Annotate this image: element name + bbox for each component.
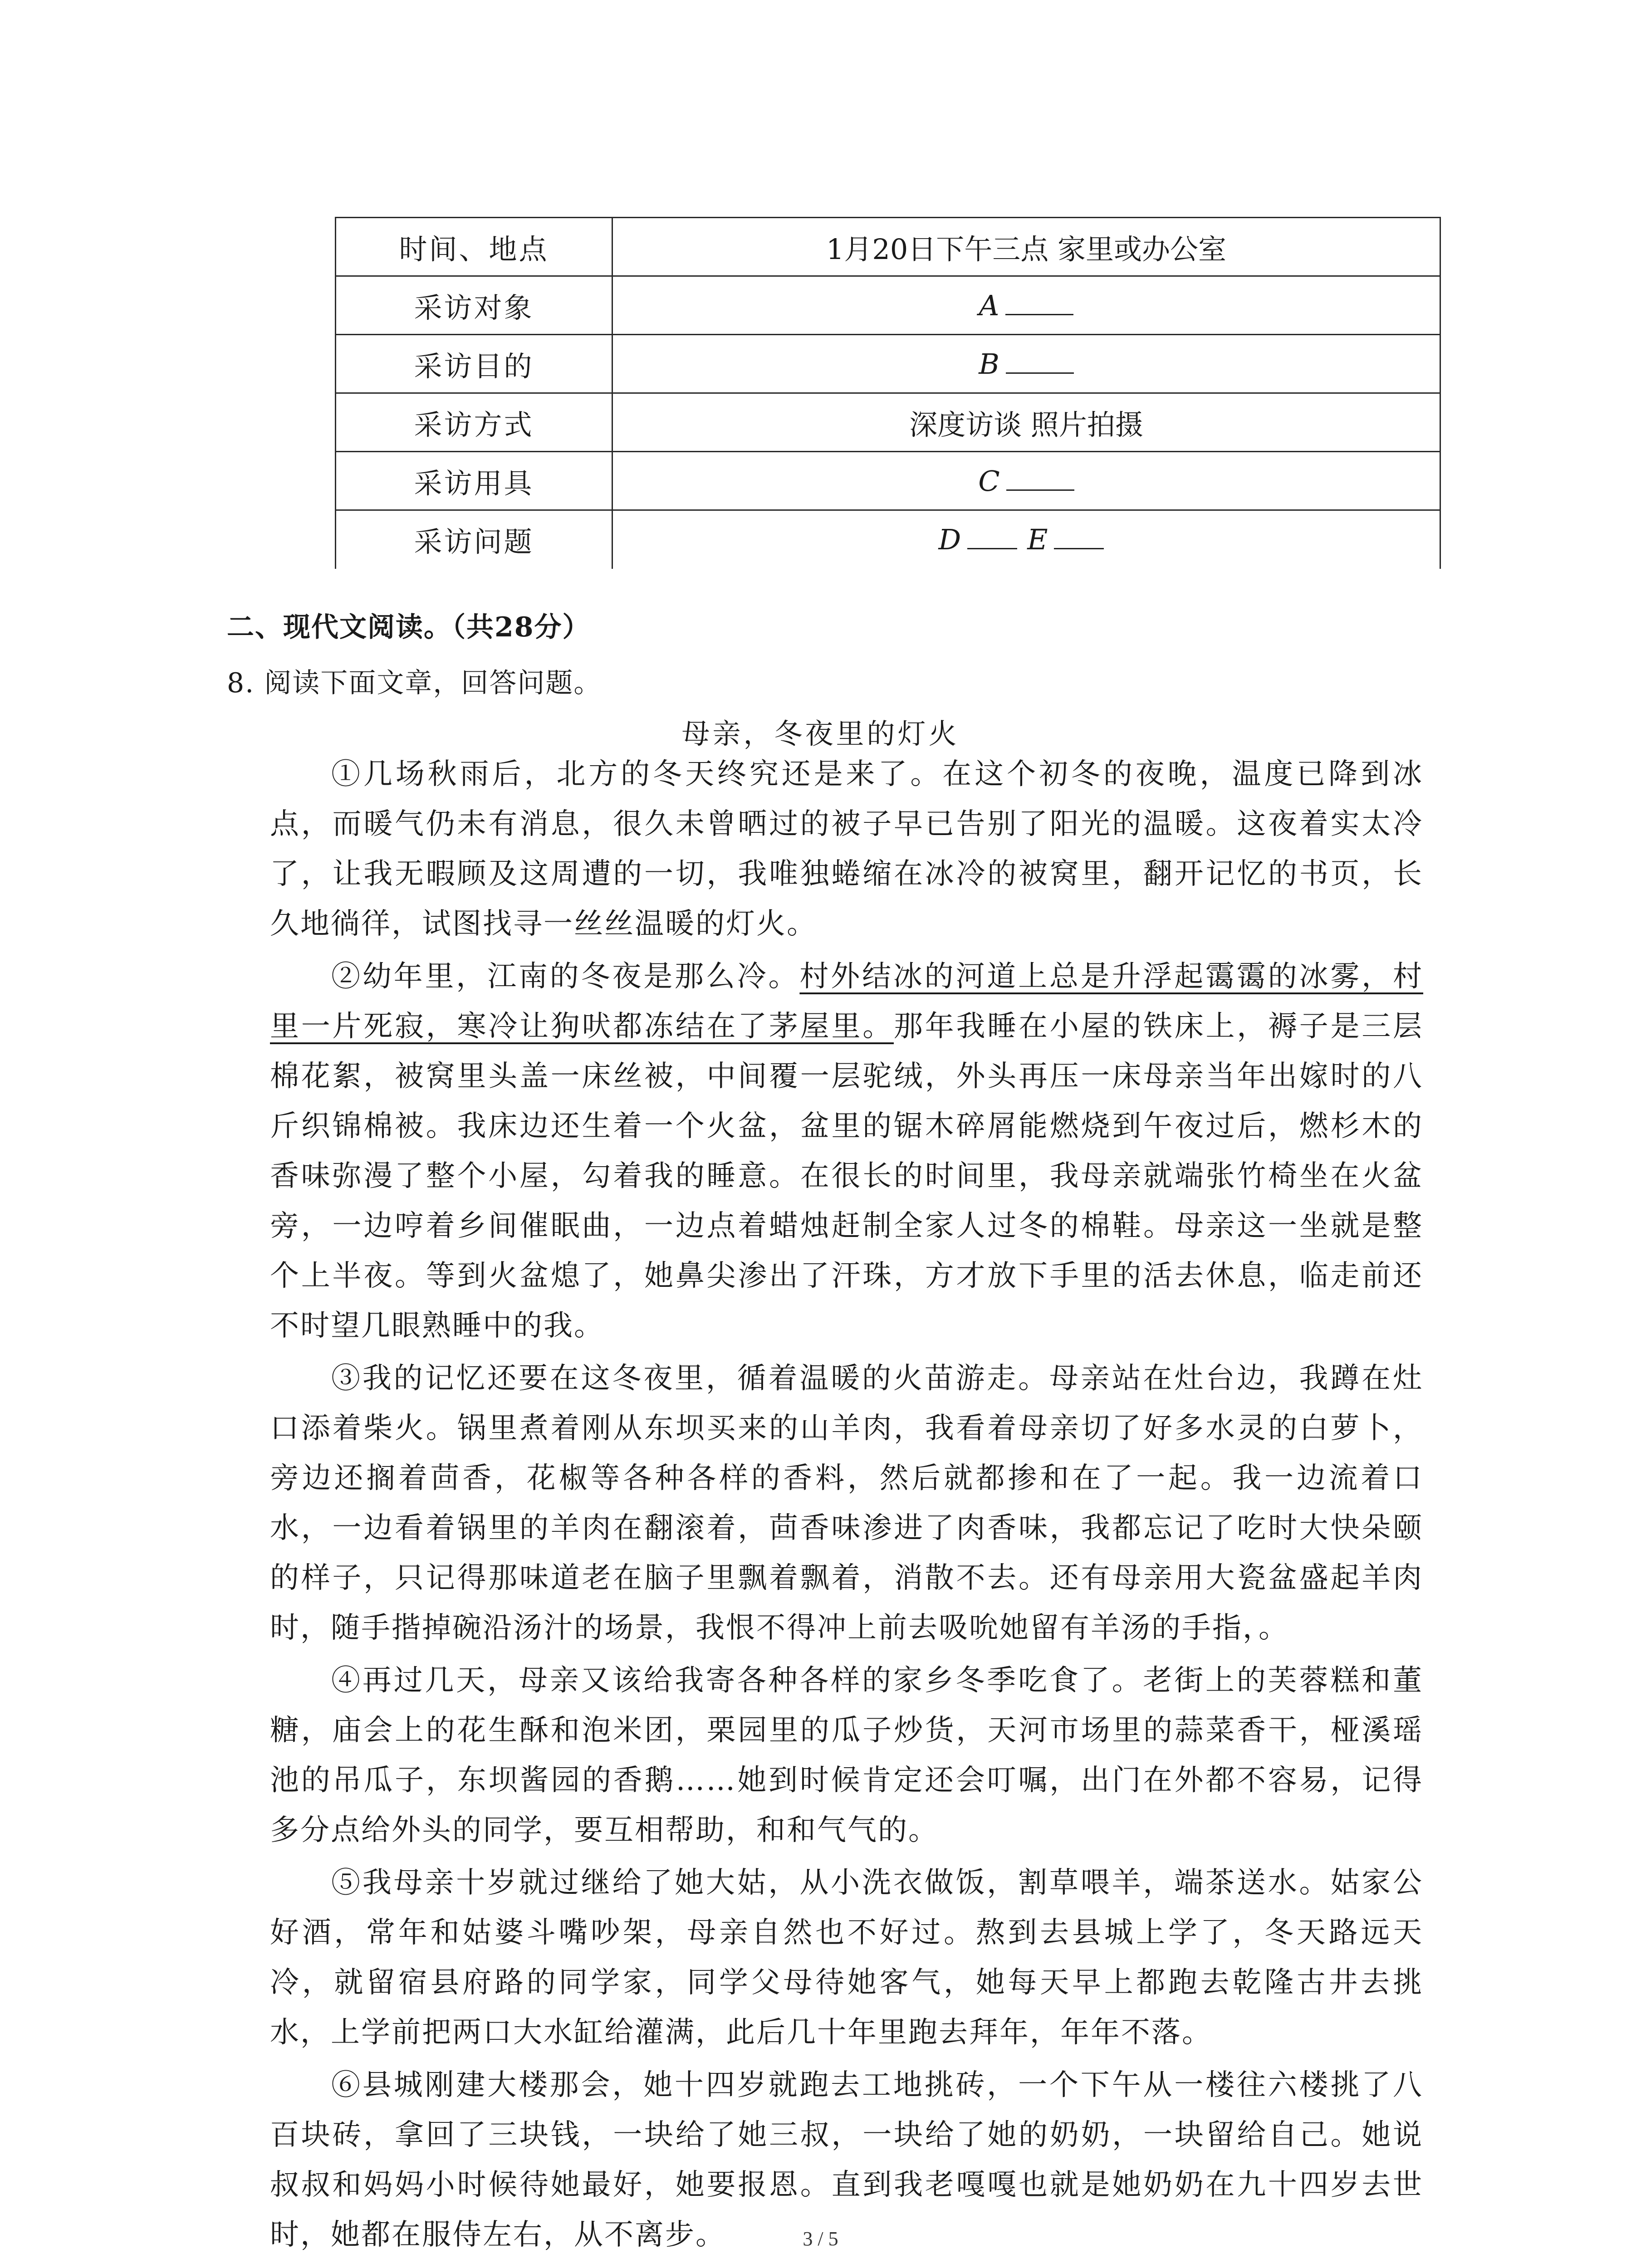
question-prompt: 8. 阅读下面文章，回答问题。 [227, 667, 602, 699]
table-row [336, 452, 1440, 510]
table-label: 采访目的 [336, 335, 612, 393]
table-row [336, 218, 1440, 276]
paragraph-2-rest: 那年我睡在小屋的铁床上，褥子是三层棉花絮，被窝里头盖一床丝被，中间覆一层驼绒，外头再压一床母亲当年出嫁时的八斤织锦棉被。我床边还生着一个火盆，盆里的锯木碎屑能燃烧到午夜过后，燃杉木的香味弥漫了整个小屋，勾着我的睡意。在很长的时间里，我母亲就端张竹椅坐在火盆旁，一边哼着乡间催眠曲，一边点着蜡烛赶制全家人过冬的棉鞋。母亲这一坐就是整个上半夜。等到火盆熄了，她鼻尖渗出了汗珠，方才放下手里的活去休息，临走前还不时望几眼熟睡中的我。 [270, 1010, 1423, 1343]
table-value [612, 510, 1440, 569]
fill-in-blank [1006, 467, 1074, 491]
blank-letter: C [978, 464, 1000, 498]
section-heading: 二、现代文阅读。（共28分） [227, 611, 591, 643]
paragraph-3: ③我的记忆还要在这冬夜里，循着温暖的火苗游走。母亲站在灶台边，我蹲在灶口添着柴火。锅里煮着刚从东坝买来的山羊肉，我看着母亲切了好多水灵的白萝卜，旁边还搁着茴香，花椒等各种各样的香料，然后就都掺和在了一起。我一边流着口水，一边看着锅里的羊肉在翻滚着，茴香味渗进了肉香味，我都忘记了吃时大快朵颐的样子，只记得那味道老在脑子里飘着飘着，消散不去。还有母亲用大瓷盆盛起羊肉时，随手揩掉碗沿汤汁的场景，我恨不得冲上前去吸吮她留有羊汤的手指，。 [270, 1362, 1423, 1645]
blank-letter: D [938, 523, 961, 557]
table-value [612, 276, 1440, 335]
underlined-sentence: 村外结冰的河道上总是升浮起霭霭的冰雾，村里一片死寂，寒冷让狗吠都冻结在了茅屋里。 [270, 960, 1424, 1043]
paragraph-7 [270, 2263, 1423, 2268]
table-value [612, 452, 1440, 510]
paragraph-2 [270, 952, 1423, 1351]
table-row [336, 276, 1440, 335]
table-label: 采访对象 [336, 276, 612, 335]
fill-in-blank [1006, 350, 1074, 374]
page-number: 3 / 5 [803, 2228, 838, 2250]
article-body [270, 749, 1423, 2268]
table-value: 深度访谈 照片拍摄 [612, 393, 1440, 452]
table-row [336, 335, 1440, 393]
paragraph-2-lead: ②幼年里，江南的冬夜是那么冷。 [331, 960, 800, 993]
paragraph-5: ⑤我母亲十岁就过继给了她大姑，从小洗衣做饭，割草喂羊，端茶送水。姑家公好酒，常年和姑婆斗嘴吵架，母亲自然也不好过。熬到去县城上学了，冬天路远天冷，就留宿县府路的同学家，同学父母待她客气，她每天早上都跑去乾隆古井去挑水，上学前把两口大水缸给灌满，此后几十年里跑去拜年，年年不落。 [270, 1866, 1423, 2049]
paragraph-1: ①几场秋雨后，北方的冬天终究还是来了。在这个初冬的夜晚，温度已降到冰点，而暖气仍未有消息，很久未曾晒过的被子早已告别了阳光的温暖。这夜着实太冷了，让我无暇顾及这周遭的一切，我唯独蜷缩在冰冷的被窝里，翻开记忆的书页，长久地徜徉，试图找寻一丝丝温暖的灯火。 [270, 758, 1423, 941]
interview-plan-table [335, 217, 1441, 569]
table-value: 1月20日下午三点 家里或办公室 [612, 218, 1440, 276]
fill-in-blank [1054, 525, 1104, 549]
fill-in-blank [967, 525, 1017, 549]
blank-letter: B [979, 347, 999, 381]
table-row [336, 393, 1440, 452]
blank-letter: E [1027, 523, 1048, 557]
table-label: 采访问题 [336, 510, 612, 569]
blank-letter: A [979, 288, 999, 322]
table-label: 采访用具 [336, 452, 612, 510]
table-value [612, 335, 1440, 393]
table-label: 采访方式 [336, 393, 612, 452]
table-label: 时间、地点 [336, 218, 612, 276]
fill-in-blank [1005, 291, 1073, 315]
paragraph-6: ⑥县城刚建大楼那会，她十四岁就跑去工地挑砖，一个下午从一楼往六楼挑了八百块砖，拿回了三块钱，一块给了她三叔，一块给了她的奶奶，一块留给自己。她说叔叔和妈妈小时候待她最好，她要报恩。直到我老嘎嘎也就是她奶奶在九十四岁去世时，她都在服侍左右，从不离步。 [270, 2068, 1423, 2252]
article-title: 母亲，冬夜里的灯火 [681, 717, 960, 750]
table-row [336, 510, 1440, 569]
paragraph-4: ④再过几天，母亲又该给我寄各种各样的家乡冬季吃食了。老街上的芙蓉糕和董糖，庙会上的花生酥和泡米团，栗园里的瓜子炒货，天河市场里的蒜菜香干，桠溪瑶池的吊瓜子，东坝酱园的香鹅……她到时候肯定还会叮嘱，出门在外都不容易，记得多分点给外头的同学，要互相帮助，和和气气的。 [270, 1664, 1423, 1847]
